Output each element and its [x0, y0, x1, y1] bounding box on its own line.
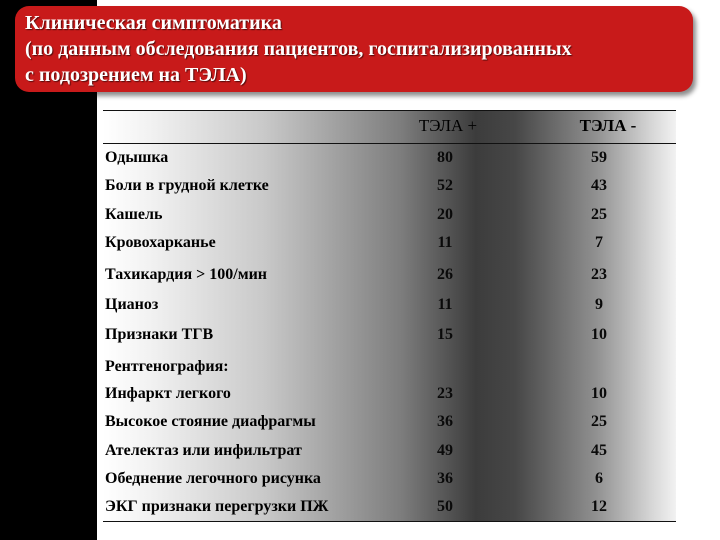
row-label: Кровохарканье: [105, 234, 216, 251]
pe-negative-value: 10: [591, 385, 607, 402]
pe-positive-value: 11: [437, 296, 453, 313]
pe-negative-value: 12: [591, 498, 607, 515]
slide-title: [15, 6, 693, 92]
table-header: [103, 110, 676, 144]
pe-negative-value: 25: [591, 413, 607, 430]
title-line-3: с подозрением на ТЭЛА): [25, 64, 247, 86]
row-label: Ателектаз или инфильтрат: [105, 442, 302, 459]
table-row: [103, 353, 676, 381]
pe-negative-value: 25: [591, 206, 607, 223]
row-label: Цианоз: [105, 296, 159, 313]
row-label: Тахикардия > 100/мин: [105, 266, 268, 283]
row-label: Инфаркт легкого: [105, 385, 231, 402]
pe-positive-value: 23: [437, 385, 453, 402]
pe-negative-value: 6: [595, 470, 603, 487]
table-row: [103, 144, 676, 172]
pe-negative-value: 43: [591, 177, 607, 194]
row-label: Высокое стояние диафрагмы: [105, 413, 316, 430]
pe-positive-value: 80: [437, 149, 453, 166]
pe-negative-value: 7: [595, 234, 603, 251]
row-label: Рентгенография:: [105, 358, 229, 375]
pe-positive-value: 50: [437, 498, 453, 515]
pe-positive-value: 52: [437, 177, 453, 194]
pe-positive-value: 15: [437, 326, 453, 343]
pe-negative-value: 59: [591, 149, 607, 166]
row-label: Признаки ТГВ: [105, 326, 214, 343]
pe-negative-value: 23: [591, 266, 607, 283]
row-label: Одышка: [105, 149, 169, 166]
table-row: [103, 261, 676, 289]
pe-negative-value: 9: [595, 296, 603, 313]
table-row: [103, 229, 676, 257]
table-bottom-border: [103, 521, 676, 522]
row-label: Боли в грудной клетке: [105, 177, 269, 194]
pe-positive-value: 11: [437, 234, 453, 251]
table-row: [103, 321, 676, 349]
table-row: [103, 201, 676, 229]
row-label: Кашель: [105, 206, 163, 223]
pe-negative-value: 10: [591, 326, 607, 343]
pe-negative-value: 45: [591, 442, 607, 459]
table-row: [103, 172, 676, 200]
title-line-1: Клиническая симптоматика: [25, 12, 282, 34]
table-row: [103, 437, 676, 465]
table-row: [103, 380, 676, 408]
row-label: Обеднение легочного рисунка: [105, 470, 321, 487]
title-line-2: (по данным обследования пациентов, госпитализированных: [25, 38, 572, 60]
row-label: ЭКГ признаки перегрузки ПЖ: [105, 498, 329, 515]
column-header-pe-positive: ТЭЛА +: [418, 116, 478, 135]
table-row: [103, 465, 676, 493]
pe-positive-value: 26: [437, 266, 453, 283]
table-row: [103, 291, 676, 319]
pe-positive-value: 36: [437, 470, 453, 487]
symptoms-table: [103, 110, 676, 522]
table-row: [103, 493, 676, 521]
table-row: [103, 408, 676, 436]
column-header-pe-negative: ТЭЛА -: [579, 116, 637, 135]
pe-positive-value: 20: [437, 206, 453, 223]
pe-positive-value: 36: [437, 413, 453, 430]
pe-positive-value: 49: [437, 442, 453, 459]
